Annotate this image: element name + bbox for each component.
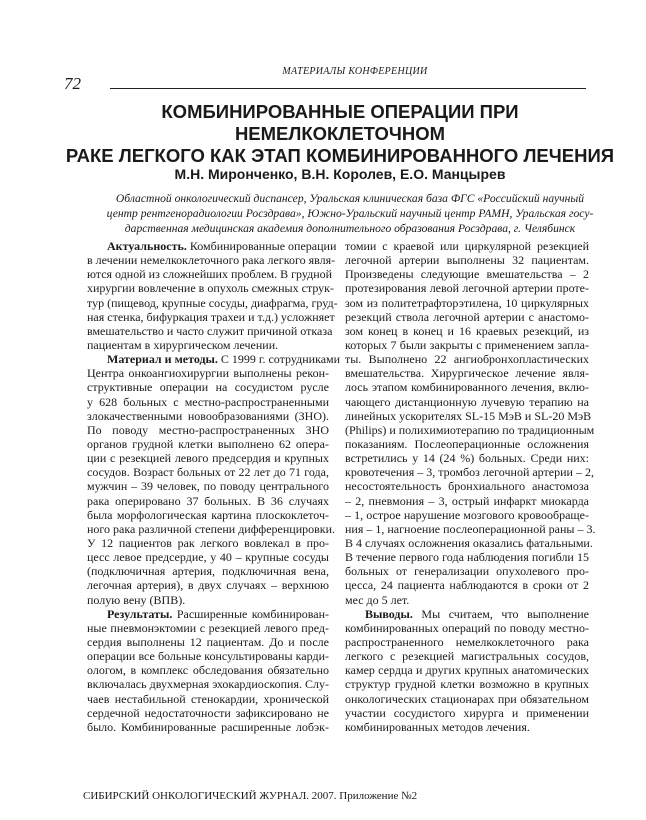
paragraph <box>345 239 596 607</box>
text-line <box>345 465 594 480</box>
line-text: хирургии вовлечение в опухоль смежных струк- <box>87 281 335 296</box>
line-text: легочная артерия), в двух случаях – верхнюю <box>87 578 329 593</box>
text-line <box>87 479 329 493</box>
line-text: С 1999 г. сотрудниками <box>217 352 341 367</box>
line-text: Комбинированные операции <box>186 239 337 253</box>
line-text: (подключичная артерия, подключичная вена, <box>87 564 329 579</box>
line-text: зом из политетрафторэтилена, 10 циркулярных <box>345 295 589 310</box>
line-text: ции с резекцией левого предсердия и крупных <box>87 451 329 466</box>
line-text: мес до 5 лет. <box>345 592 410 607</box>
text-line <box>345 395 589 409</box>
text-line <box>87 281 335 296</box>
text-line <box>345 239 589 253</box>
text-line <box>87 663 329 677</box>
line-text: В течение первого года наблюдения погибли 15 <box>345 550 589 565</box>
text-line <box>87 578 329 592</box>
text-line <box>87 253 336 268</box>
running-head: МАТЕРИАЛЫ КОНФЕРЕНЦИИ <box>282 66 428 77</box>
text-line <box>87 465 329 479</box>
line-text: легочной артерии выполнены 32 пациентам. <box>345 253 589 268</box>
text-line <box>345 635 589 649</box>
line-text: Расширенные комбинирован- <box>172 606 329 621</box>
header-rule <box>110 88 586 89</box>
title-line: РАКЕ ЛЕГКОГО КАК ЭТАП КОМБИНИРОВАННОГО ЛЕЧЕНИЯ <box>65 145 615 166</box>
text-line <box>87 692 329 706</box>
text-line <box>87 295 338 310</box>
text-line <box>345 494 589 508</box>
line-text: операции все больные консультированы карди- <box>87 649 329 664</box>
line-text: Произведены следующие вмешательства – 2 <box>345 267 589 282</box>
text-line <box>345 437 589 451</box>
line-text: сердечной недостаточности зафиксировано не <box>87 705 329 720</box>
text-line <box>345 677 589 691</box>
text-line <box>87 494 329 508</box>
line-text: мужчин – 39 человек, по поводу центрального <box>87 479 329 494</box>
text-line <box>87 366 329 380</box>
section-heading: Результаты. <box>107 606 173 621</box>
line-text: структур грудной клетки возможно в крупных <box>345 677 589 692</box>
line-text: тур (пищевод, крупные сосуды, диафрагма, груд- <box>87 295 338 310</box>
text-line <box>87 239 337 253</box>
line-text: – 1, острое нарушение мозгового кровообраще- <box>345 507 589 522</box>
text-line <box>345 649 589 663</box>
line-text: показаниям. Послеоперационные осложнения <box>345 436 589 451</box>
line-text: которых 7 были закрыты с применением запла- <box>345 337 589 352</box>
line-text: злокачественными новообразованиями (ЗНО). <box>87 408 329 423</box>
paragraph <box>87 239 338 352</box>
line-text: распространенного немелкоклеточного рака <box>345 634 589 649</box>
text-line <box>87 267 333 282</box>
line-text: встретились у 14 (24 %) больных. Среди них: <box>345 451 589 466</box>
text-line <box>87 621 329 635</box>
text-line <box>87 593 329 607</box>
text-line <box>345 593 589 607</box>
line-text: рака оперировано 37 больных. В 36 случаях <box>87 493 329 508</box>
line-text: у 628 больных с местно-распространенными <box>87 394 329 409</box>
line-text: лось этапом комбинированного лечения, вклю- <box>345 380 589 395</box>
text-line <box>345 706 589 720</box>
line-text: цесса, 24 пациента наблюдаются в сроки от 2 <box>345 578 589 593</box>
text-line <box>87 437 329 451</box>
line-text: цесс левое предсердие, у 40 – крупные сосуды <box>87 550 329 565</box>
line-text: сердия выполнены 12 пациентам. До и после <box>87 634 329 649</box>
text-line <box>87 423 329 437</box>
line-text: ты. Выполнено 22 ангиобронхопластических <box>345 352 589 367</box>
affiliation-line: центр рентгенорадиологии Росздрава», Южно-Уральский научный центр РАМН, Уральская госу- <box>106 207 594 220</box>
text-line <box>345 607 589 621</box>
text-line <box>87 521 336 536</box>
line-text: резекций ствола легочной артерии с анастомо- <box>345 309 589 324</box>
text-line <box>345 451 589 465</box>
text-line <box>345 310 589 324</box>
text-line <box>87 409 329 423</box>
line-text: сосудов. Возраст больных от 22 лет до 71 года, <box>87 465 329 480</box>
text-line <box>345 720 589 734</box>
line-text: вмешательства. Хирургическое лечение явля- <box>345 366 589 381</box>
text-line <box>345 324 589 338</box>
line-text: линейных ускорителях SL-15 МэВ и SL-20 МэВ <box>345 408 592 423</box>
line-text: По поводу местно-распространенных ЗНО <box>87 422 329 437</box>
paragraph <box>87 352 341 607</box>
line-text: было. Комбинированные расширенные лобэк- <box>87 719 329 734</box>
text-line <box>87 395 329 409</box>
text-line <box>87 309 335 324</box>
section-heading: Актуальность. <box>107 239 187 253</box>
text-line <box>345 366 589 380</box>
line-text: Центра онкоангиохирургии выполнены рекон- <box>87 366 329 381</box>
authors: М.Н. Миронченко, В.Н. Королев, Е.О. Манцырев <box>174 166 506 182</box>
text-line <box>87 536 329 550</box>
line-text: онкологических стационарах при обязательном <box>345 691 589 706</box>
text-line <box>345 380 589 394</box>
line-text: камер сердца и других крупных анатомических <box>345 663 589 678</box>
text-line <box>345 253 589 267</box>
line-text: ния – 1, нагноение послеоперационной раны – 3. <box>345 521 596 536</box>
line-text: несостоятельность бронхиального анастомоза <box>345 479 589 494</box>
line-text: включалась двухмерная эхокардиоскопия. Слу- <box>87 677 329 692</box>
text-line <box>345 479 589 493</box>
text-line <box>87 720 329 734</box>
line-text: зом конец в конец и 16 краевых резекций, из <box>345 323 589 338</box>
section-heading: Выводы. <box>365 606 413 621</box>
line-text: ные пневмонэктомии с резекцией левого пред- <box>87 620 329 635</box>
line-text: протезирования левой легочной артерии проте- <box>345 281 589 296</box>
line-text: ного рака различной степени дифференцировки. <box>87 521 336 536</box>
section-heading: Материал и методы. <box>107 352 218 367</box>
affiliation-line: Областной онкологический диспансер, Уральская клиническая база ФГС «Российский научный <box>115 192 585 205</box>
line-text: структивные операции на сосудистом русле <box>87 380 329 395</box>
line-text: чаев нестабильной стенокардии, хронической <box>87 691 329 706</box>
text-line <box>345 564 589 578</box>
text-line <box>87 607 329 621</box>
text-line <box>345 408 592 423</box>
column-left <box>87 239 341 734</box>
line-text: томии с краевой или циркулярной резекцией <box>345 239 589 253</box>
text-line <box>345 578 589 592</box>
journal-footer: СИБИРСКИЙ ОНКОЛОГИЧЕСКИЙ ЖУРНАЛ. 2007. Приложение №2 <box>83 790 418 802</box>
text-line <box>87 323 333 338</box>
line-text: кровотечения – 3, тромбоз легочной артерии – 2, <box>345 465 594 480</box>
text-line <box>345 663 589 677</box>
line-text: ются одной из сложнейших проблем. В грудной <box>87 267 333 282</box>
text-line <box>345 508 589 522</box>
line-text: Мы считаем, что выполнение <box>412 606 589 621</box>
line-text: – 2, пневмония – 3, острый инфаркт миокарда <box>345 493 589 508</box>
text-line <box>345 281 589 295</box>
line-text: органов грудной клетки выполнено 62 опера- <box>87 436 329 451</box>
line-text: ная стенка, бифуркация трахеи и т.д.) усложняет <box>87 309 335 324</box>
line-text: комбинированных операций по поводу местно- <box>345 620 589 635</box>
line-text: комбинированных методов лечения. <box>345 719 530 734</box>
line-text: участии сосудистого хирурга и применении <box>345 705 589 720</box>
text-line <box>87 380 329 394</box>
title-line: КОМБИНИРОВАННЫЕ ОПЕРАЦИИ ПРИ НЕМЕЛКОКЛЕТОЧНОМ <box>161 101 519 144</box>
text-line <box>87 706 329 720</box>
line-text: пациентам в хирургическом лечении. <box>87 337 279 352</box>
text-line <box>345 422 595 437</box>
line-text: чающего дистанционную лучевую терапию на <box>345 394 589 409</box>
line-text: в лечении немелкоклеточного рака легкого явля- <box>87 253 336 268</box>
line-text: В 4 случаях осложнения оказались фатальными. <box>345 535 593 550</box>
text-line <box>87 635 329 649</box>
text-line <box>345 296 589 310</box>
text-line <box>87 508 329 522</box>
page-number: 72 <box>64 74 81 93</box>
line-text: (Philips) и полихимиотерапию по традиционным <box>345 422 595 437</box>
line-text: У 12 пациентов рак легкого вовлекал в про- <box>87 535 329 550</box>
text-line <box>87 564 329 578</box>
affiliation <box>80 191 620 236</box>
text-line <box>345 267 589 281</box>
text-line <box>87 677 329 691</box>
line-text: была морфологическая картина плоскоклеточ- <box>87 507 329 522</box>
line-text: ологом, в комплекс обследования обязательно <box>87 663 329 678</box>
text-line <box>87 649 329 663</box>
text-line <box>87 352 341 367</box>
line-text: легкого с резекцией магистральных сосудов, <box>345 649 589 664</box>
text-line <box>87 451 329 465</box>
text-line <box>345 621 589 635</box>
column-right <box>345 239 596 734</box>
text-line <box>345 535 593 550</box>
line-text: больных от генерализации опухолевого про- <box>345 564 589 579</box>
text-line <box>345 521 596 536</box>
text-line <box>345 692 589 706</box>
text-line <box>345 338 589 352</box>
article-title <box>60 101 620 167</box>
paragraph <box>87 607 329 734</box>
paragraph <box>345 607 589 734</box>
affiliation-line: дарственная медицинская академия дополнительного образования Росздрава, г. Челябинск <box>124 222 576 235</box>
text-line <box>87 338 329 352</box>
line-text: полую вену (ВПВ). <box>87 592 186 607</box>
text-line <box>87 550 329 564</box>
text-line <box>345 352 589 366</box>
line-text: вмешательство и часто служит причиной отказа <box>87 323 333 338</box>
text-line <box>345 550 589 564</box>
